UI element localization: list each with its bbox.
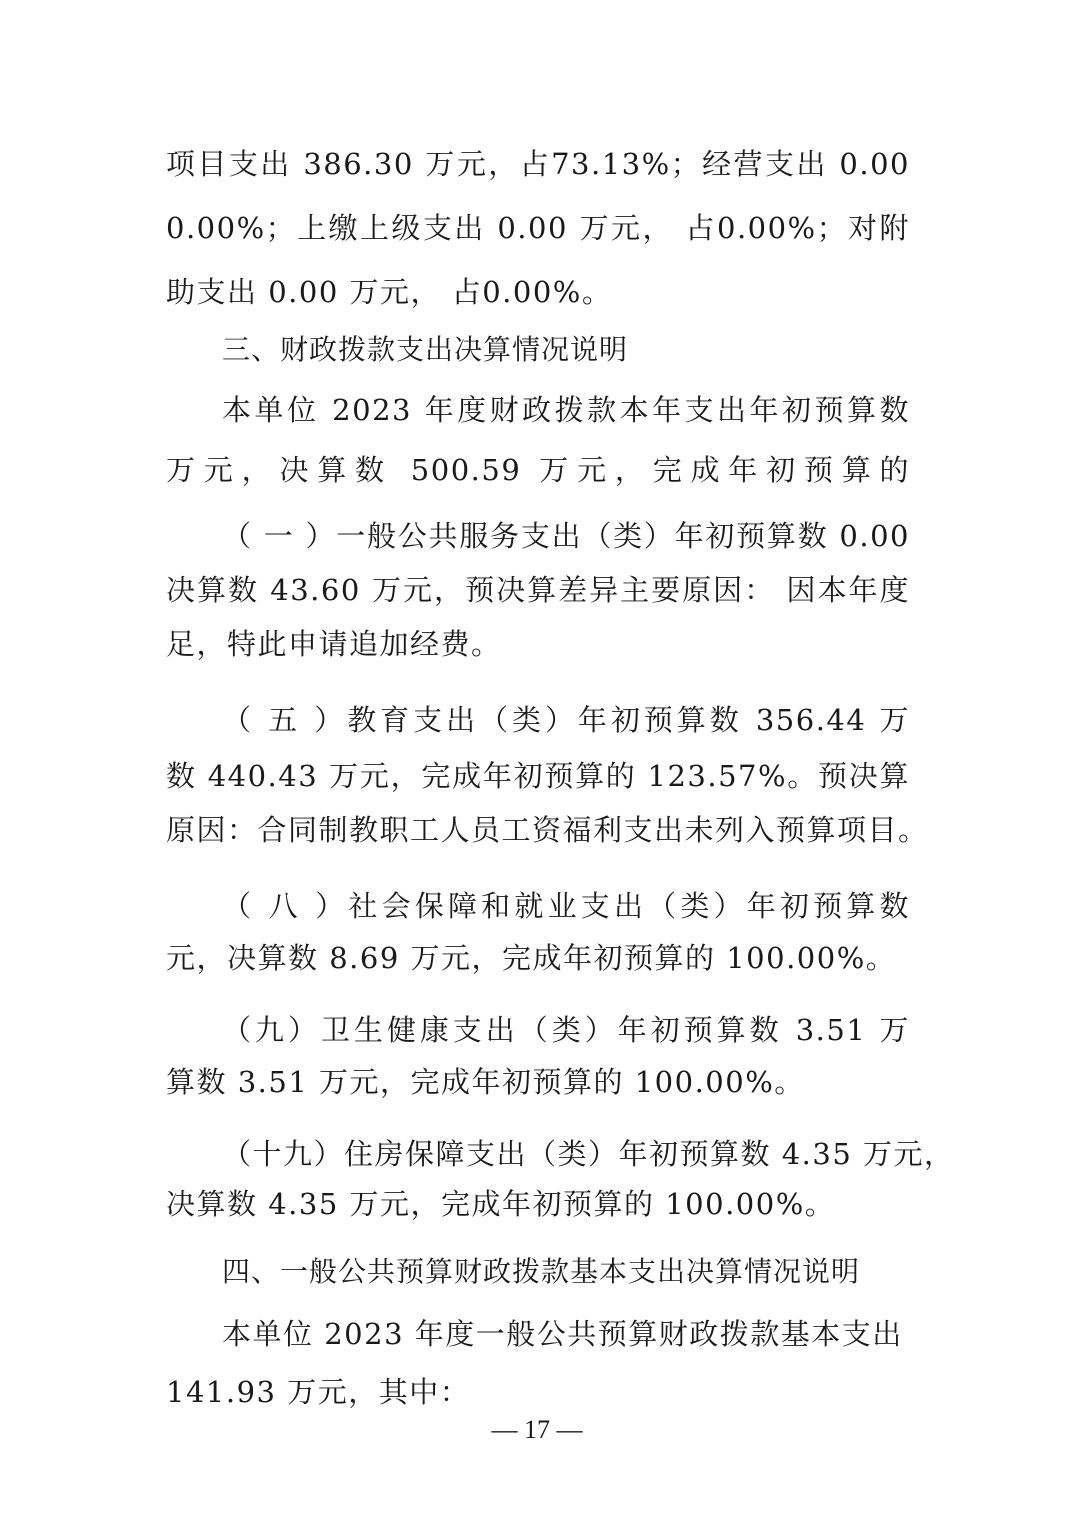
paragraph-line: 决算数 4.35 万元，完成年初预算的 100.00%。 bbox=[166, 1187, 836, 1221]
section-heading-4: 四、一般公共预算财政拨款基本支出决算情况说明 bbox=[222, 1255, 861, 1288]
paragraph-line: 本单位 2023 年度财政拨款本年支出年初预算数 bbox=[222, 393, 910, 427]
paragraph-line: 0.00%；上缴上级支出 0.00 万元， 占0.00%；对附 bbox=[166, 211, 910, 245]
paragraph-line: 元，决算数 8.69 万元，完成年初预算的 100.00%。 bbox=[166, 941, 897, 975]
paragraph-line: 本单位 2023 年度一般公共预算财政拨款基本支出 bbox=[222, 1317, 903, 1351]
paragraph-line: 万元，决算数 500.59 万元，完成年初预算的 bbox=[166, 453, 910, 487]
paragraph-line: （十九）住房保障支出（类）年初预算数 4.35 万元， bbox=[222, 1137, 955, 1171]
paragraph-line: 项目支出 386.30 万元，占73.13%；经营支出 0.00 bbox=[166, 147, 910, 181]
section-heading-3: 三、财政拨款支出决算情况说明 bbox=[222, 333, 629, 366]
paragraph-line: 算数 3.51 万元，完成年初预算的 100.00%。 bbox=[166, 1065, 805, 1099]
paragraph-line: 足，特此申请追加经费。 bbox=[166, 627, 502, 661]
page-number: — 17 — bbox=[491, 1415, 583, 1444]
paragraph-line: 141.93 万元，其中： bbox=[166, 1375, 471, 1409]
paragraph-line: 原因：合同制教职工人员工资福利支出未列入预算项目。 bbox=[166, 813, 929, 847]
paragraph-line: （ 五 ）教育支出（类）年初预算数 356.44 万 bbox=[222, 703, 910, 737]
paragraph-line: 助支出 0.00 万元， 占0.00%。 bbox=[166, 275, 613, 309]
paragraph-line: （九）卫生健康支出（类）年初预算数 3.51 万 bbox=[222, 1013, 910, 1047]
paragraph-line: 决算数 43.60 万元，预决算差异主要原因： 因本年度 bbox=[166, 573, 910, 607]
paragraph-line: （ 八 ）社会保障和就业支出（类）年初预算数 bbox=[222, 889, 910, 923]
paragraph-line: 数 440.43 万元，完成年初预算的 123.57%。预决算 bbox=[166, 759, 910, 793]
paragraph-line: （ 一 ）一般公共服务支出（类）年初预算数 0.00 bbox=[222, 519, 910, 553]
